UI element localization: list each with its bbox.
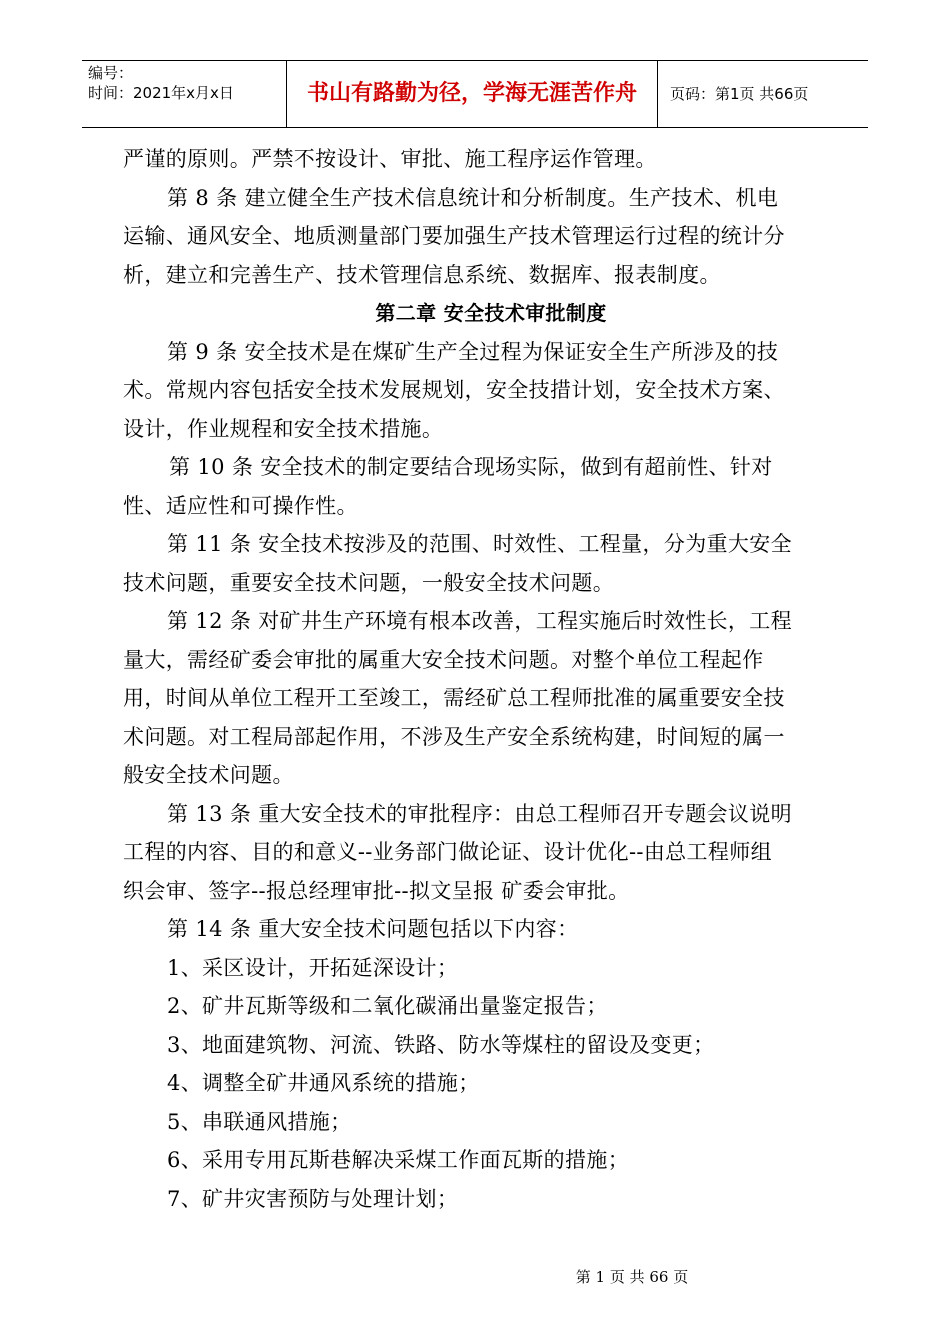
paragraph-line: 用，时间从单位工程开工至竣工，需经矿总工程师批准的属重要安全技 <box>123 686 785 710</box>
page-header <box>82 60 868 128</box>
paragraph-line: 织会审、签字--报总经理审批--拟文呈报 矿委会审批。 <box>123 878 630 903</box>
header-motto: 书山有路勤为径，学海无涯苦作舟 <box>286 61 658 127</box>
paragraph-line: 设计，作业规程和安全技术措施。 <box>123 416 444 441</box>
list-item: 5、串联通风措施； <box>167 1109 352 1134</box>
paragraph-line: 运输、通风安全、地质测量部门要加强生产技术管理运行过程的统计分 <box>123 224 785 248</box>
list-item: 2、矿井瓦斯等级和二氧化碳涌出量鉴定报告； <box>167 994 608 1018</box>
paragraph-line: 严谨的原则。严禁不按设计、审批、施工程序运作管理。 <box>123 147 657 171</box>
list-item: 3、地面建筑物、河流、铁路、防水等煤柱的留设及变更； <box>167 1032 715 1057</box>
list-item: 6、采用专用瓦斯巷解决采煤工作面瓦斯的措施； <box>167 1148 630 1172</box>
header-meta <box>82 61 286 127</box>
chapter-heading: 第二章 安全技术审批制度 <box>375 301 607 325</box>
list-item: 1、采区设计，开拓延深设计； <box>167 955 459 980</box>
paragraph-line: 析，建立和完善生产、技术管理信息系统、数据库、报表制度。 <box>123 262 721 287</box>
list-item: 7、矿井灾害预防与处理计划； <box>167 1186 459 1211</box>
paragraph-line: 性、适应性和可操作性。 <box>123 493 358 518</box>
article-12-line: 第 12 条 对矿井生产环境有根本改善，工程实施后时效性长，工程 <box>167 609 792 633</box>
article-10-line: 第 10 条 安全技术的制定要结合现场实际，做到有超前性、针对 <box>169 455 773 479</box>
paragraph-line: 术问题。对工程局部起作用，不涉及生产安全系统构建，时间短的属一 <box>123 724 785 749</box>
article-11-line: 第 11 条 安全技术按涉及的范围、时效性、工程量，分为重大安全 <box>167 532 792 556</box>
article-13-line: 第 13 条 重大安全技术的审批程序：由总工程师召开专题会议说明 <box>167 801 792 826</box>
document-number-label: 编号： <box>88 64 134 82</box>
list-item: 4、调整全矿井通风系统的措施； <box>167 1071 480 1095</box>
paragraph-line: 技术问题，重要安全技术问题，一般安全技术问题。 <box>123 570 615 595</box>
article-9-line: 第 9 条 安全技术是在煤矿生产全过程为保证安全生产所涉及的技 <box>167 339 779 364</box>
paragraph-line: 般安全技术问题。 <box>123 763 294 787</box>
document-body <box>123 140 839 1218</box>
paragraph-line: 术。常规内容包括安全技术发展规划，安全技措计划，安全技术方案、 <box>123 378 785 402</box>
document-date: 时间：2021年x月x日 <box>88 84 234 102</box>
article-8-line: 第 8 条 建立健全生产技术信息统计和分析制度。生产技术、机电 <box>167 185 779 210</box>
header-page-info: 页码：第1页 共66页 <box>670 85 809 103</box>
page-footer: 第 1 页 共 66 页 <box>575 1268 689 1286</box>
paragraph-line: 工程的内容、目的和意义--业务部门做论证、设计优化--由总工程师组 <box>123 840 772 864</box>
paragraph-line: 量大，需经矿委会审批的属重大安全技术问题。对整个单位工程起作 <box>123 647 764 672</box>
article-14-line: 第 14 条 重大安全技术问题包括以下内容： <box>167 917 579 941</box>
